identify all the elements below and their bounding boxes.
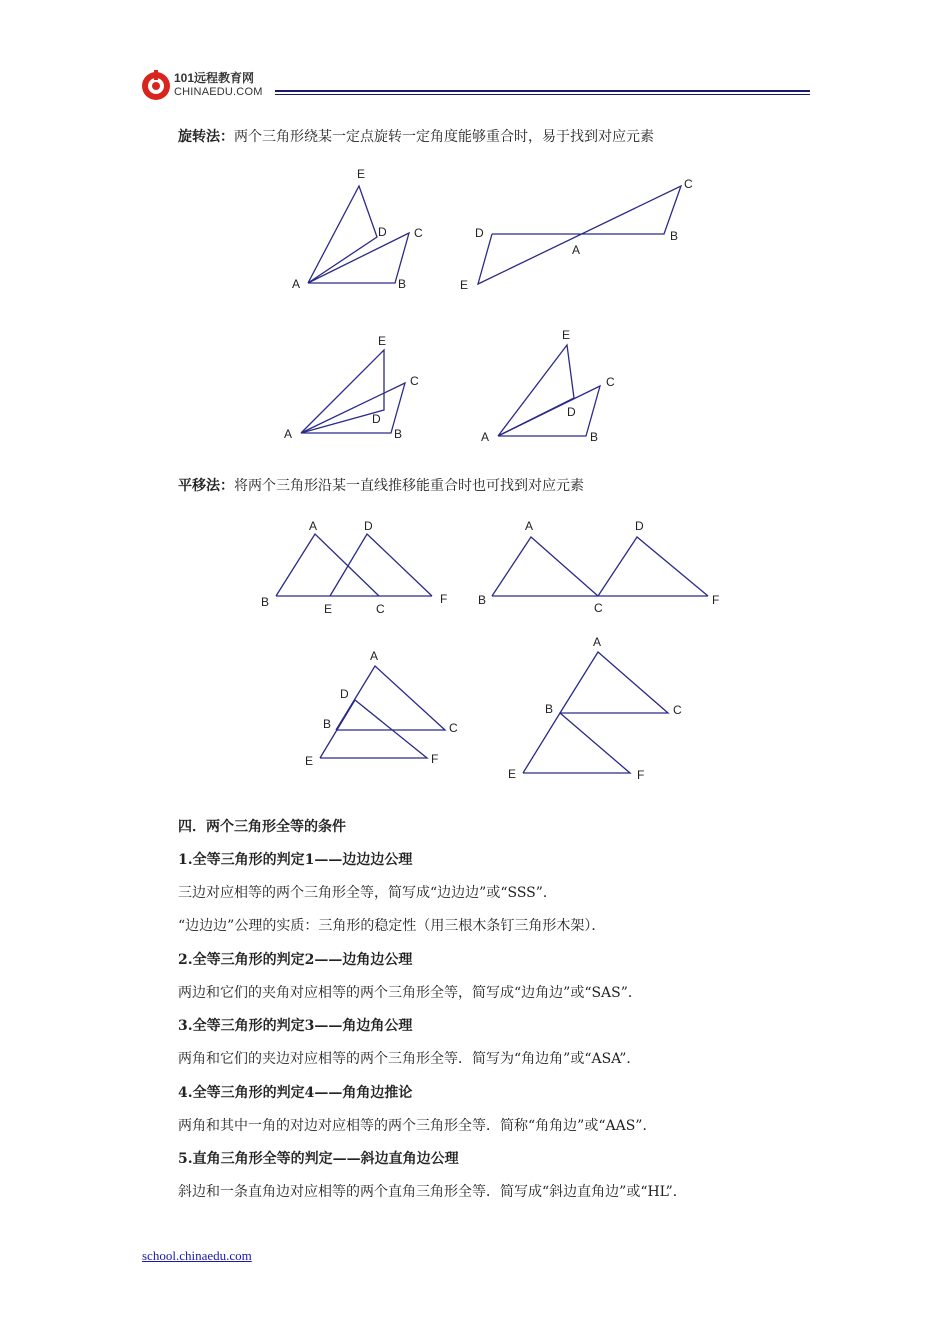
rotation-text: 两个三角形绕某一定点旋转一定角度能够重合时，易于找到对应元素: [234, 129, 654, 145]
label-A: A: [525, 519, 534, 533]
label-B: B: [478, 593, 487, 607]
logo-subtitle: CHINAEDU.COM: [174, 86, 263, 98]
label-A: A: [593, 635, 602, 649]
label-D: D: [378, 225, 387, 239]
label-B: B: [398, 277, 407, 291]
label-F: F: [440, 592, 448, 606]
translation-title: 平移法：: [178, 478, 234, 494]
translation-figure-1: [261, 519, 447, 616]
translation-figure-2: [478, 519, 719, 615]
label-F: F: [431, 752, 439, 766]
label-E: E: [324, 602, 333, 616]
label-C: C: [673, 703, 682, 717]
rotation-figure-3: [284, 334, 419, 441]
label-C: C: [410, 374, 419, 388]
criterion-4-title: 4.全等三角形的判定4——角角边推论: [178, 1085, 413, 1101]
label-C: C: [414, 226, 423, 240]
label-B: B: [323, 717, 332, 731]
label-D: D: [635, 519, 644, 533]
translation-figure-4: [508, 635, 682, 782]
criterion-5-text: 斜边和一条直角边对应相等的两个直角三角形全等．简写成“斜边直角边”或“HL”．: [178, 1184, 687, 1200]
label-B: B: [545, 702, 554, 716]
footer-link[interactable]: school.chinaedu.com: [142, 1248, 252, 1263]
rotation-figure-2: [460, 177, 693, 292]
label-E: E: [305, 754, 314, 768]
rotation-figure-4: [481, 328, 615, 444]
label-E: E: [562, 328, 571, 342]
translation-paragraph: [178, 477, 584, 495]
criterion-3-text: 两角和它们的夹边对应相等的两个三角形全等．简写为“角边角”或“ASA”．: [178, 1051, 641, 1067]
label-C: C: [376, 602, 385, 616]
label-D: D: [372, 412, 381, 426]
label-B: B: [590, 430, 599, 444]
label-E: E: [508, 767, 517, 781]
label-A: A: [309, 519, 318, 533]
label-C: C: [684, 177, 693, 191]
criterion-1-text: 三边对应相等的两个三角形全等，简写成“边边边”或“SSS”．: [178, 885, 557, 901]
label-C: C: [449, 721, 458, 735]
label-A: A: [292, 277, 301, 291]
label-A: A: [370, 649, 379, 663]
label-B: B: [670, 229, 679, 243]
translation-text: 将两个三角形沿某一直线推移能重合时也可找到对应元素: [234, 478, 584, 494]
translation-figure-3: [305, 649, 458, 768]
label-F: F: [712, 593, 720, 607]
label-D: D: [475, 226, 484, 240]
label-E: E: [378, 334, 387, 348]
label-A: A: [572, 243, 581, 257]
label-B: B: [261, 595, 270, 609]
section-heading: 四．两个三角形全等的条件: [178, 819, 346, 835]
criterion-5-title: 5.直角三角形全等的判定——斜边直角边公理: [178, 1151, 459, 1167]
rotation-title: 旋转法：: [178, 129, 234, 145]
label-C: C: [594, 601, 603, 615]
label-B: B: [394, 427, 403, 441]
label-A: A: [481, 430, 490, 444]
criterion-4-text: 两角和其中一角的对边对应相等的两个三角形全等．简称“角角边”或“AAS”．: [178, 1118, 657, 1134]
rotation-figure-1: [292, 167, 423, 291]
criterion-1-title: 1.全等三角形的判定1——边边边公理: [178, 852, 413, 868]
criterion-1-note: “边边边”公理的实质：三角形的稳定性（用三根木条钉三角形木架）．: [178, 918, 606, 934]
label-A: A: [284, 427, 293, 441]
label-F: F: [637, 768, 645, 782]
label-D: D: [364, 519, 373, 533]
label-D: D: [340, 687, 349, 701]
logo-title: 101远程教育网: [174, 71, 255, 85]
criterion-2-text: 两边和它们的夹角对应相等的两个三角形全等，简写成“边角边”或“SAS”．: [178, 985, 642, 1001]
label-D: D: [567, 405, 576, 419]
label-C: C: [606, 375, 615, 389]
criterion-2-title: 2.全等三角形的判定2——边角边公理: [178, 952, 413, 968]
criterion-3-title: 3.全等三角形的判定3——角边角公理: [178, 1018, 413, 1034]
label-E: E: [460, 278, 469, 292]
label-E: E: [357, 167, 366, 181]
